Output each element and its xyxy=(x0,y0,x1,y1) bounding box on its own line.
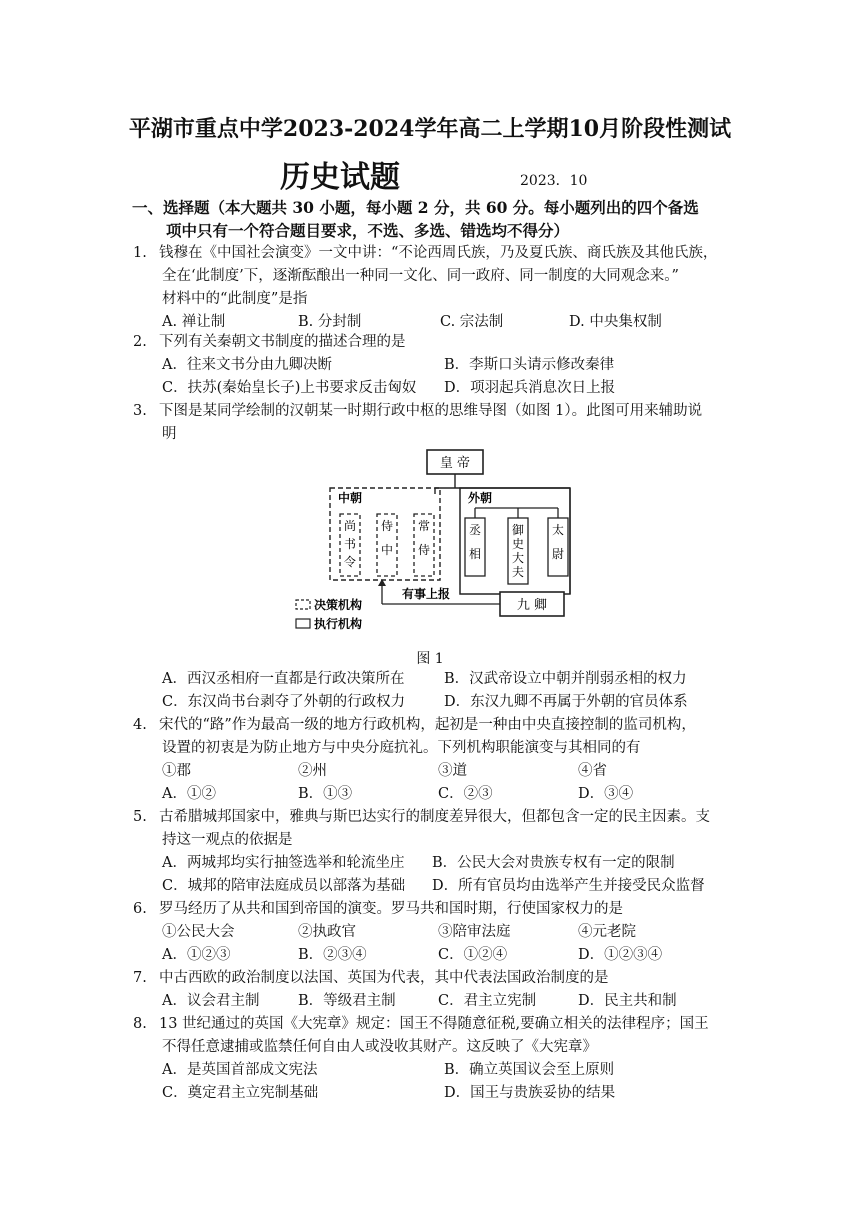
legend-dashed-swatch xyxy=(296,600,310,609)
option-a[interactable]: A. 禅让制 xyxy=(162,314,226,330)
options-row xyxy=(133,1059,743,1082)
options-row xyxy=(133,990,743,1013)
inner-court-label: 中朝 xyxy=(338,491,363,505)
question-text: 不得任意逮捕或监禁任何自由人或没收其财产。这反映了《大宪章》 xyxy=(162,1039,597,1055)
option-c[interactable]: C．②③ xyxy=(438,786,493,802)
options-row xyxy=(133,875,743,898)
item-4: ④省 xyxy=(578,763,607,779)
exam-date: 2023．10 xyxy=(520,173,588,189)
question-5 xyxy=(133,806,743,898)
option-a[interactable]: A．①②③ xyxy=(162,947,231,963)
option-b[interactable]: B．汉武帝设立中朝并削弱丞相的权力 xyxy=(444,671,687,687)
legend-solid-swatch xyxy=(296,619,310,628)
outer-label-yushidafu: 御史大夫 xyxy=(511,523,525,579)
question-text: 罗马经历了从共和国到帝国的演变。罗马共和国时期，行使国家权力的是 xyxy=(159,901,623,917)
question-2 xyxy=(133,331,743,400)
question-number: 1. xyxy=(133,245,147,261)
options-row xyxy=(133,944,743,967)
question-text: 中古西欧的政治制度以法国、英国为代表，其中代表法国政治制度的是 xyxy=(159,970,609,986)
option-a[interactable]: A．往来文书分由九卿决断 xyxy=(162,357,332,373)
item-3: ③道 xyxy=(438,763,467,779)
option-c[interactable]: C．①②④ xyxy=(438,947,508,963)
item-2: ②州 xyxy=(298,763,327,779)
question-6 xyxy=(133,898,743,967)
option-a[interactable]: A．①② xyxy=(162,786,216,802)
question-text: 古希腊城邦国家中，雅典与斯巴达实行的制度差异很大，但都包含一定的民主因素。支 xyxy=(159,809,710,825)
question-number: 8. xyxy=(133,1016,147,1032)
figure-caption: 图 1 xyxy=(416,651,444,667)
question-text: 下列有关秦朝文书制度的描述合理的是 xyxy=(159,334,406,350)
question-text: 宋代的“路”作为最高一级的地方行政机构，起初是一种由中央直接控制的监司机构， xyxy=(159,717,696,733)
question-4 xyxy=(133,714,743,806)
section-heading-line2: 项中只有一个符合题目要求，不选、多选、错选均不得分） xyxy=(166,221,570,240)
question-3 xyxy=(133,400,743,446)
option-d[interactable]: D．东汉九卿不再属于外朝的官员体系 xyxy=(444,694,688,710)
outer-label-chengxiang: 丞相 xyxy=(468,523,482,561)
item-1: ①公民大会 xyxy=(162,924,235,940)
question-text: 钱穆在《中国社会演变》一文中讲：“不论西周氏族，乃及夏氏族、商氏族及其他氏族， xyxy=(159,245,718,261)
option-d[interactable]: D．项羽起兵消息次日上报 xyxy=(444,380,616,396)
question-number: 3. xyxy=(133,403,147,419)
items-row xyxy=(133,921,743,944)
options-row xyxy=(133,1082,743,1105)
option-c[interactable]: C．奠定君主立宪制基础 xyxy=(162,1085,319,1101)
options-row xyxy=(133,377,743,400)
exam-title: 平湖市重点中学2023-2024学年高二上学期10月阶段性测试 xyxy=(128,116,732,142)
emperor-label: 皇 帝 xyxy=(439,456,471,471)
option-d[interactable]: D．民主共和制 xyxy=(578,993,677,1009)
item-4: ④元老院 xyxy=(578,924,636,940)
option-b[interactable]: B. 分封制 xyxy=(298,314,362,330)
items-row xyxy=(133,760,743,783)
option-d[interactable]: D．所有官员均由选举产生并接受民众监督 xyxy=(432,878,705,894)
inner-label-changshi: 常侍 xyxy=(417,519,431,557)
options-row xyxy=(133,852,743,875)
options-row xyxy=(133,668,743,691)
outer-label-taiwei: 太尉 xyxy=(551,523,565,561)
option-b[interactable]: B．等级君主制 xyxy=(298,993,396,1009)
question-text: 持这一观点的依据是 xyxy=(162,832,293,848)
question-number: 6. xyxy=(133,901,147,917)
option-d[interactable]: D．③④ xyxy=(578,786,634,802)
option-a[interactable]: A．议会君主制 xyxy=(162,993,260,1009)
section-heading-line1: 一、选择题（本大题共 30 小题，每小题 2 分，共 60 分。每小题列出的四个备选 xyxy=(132,198,699,217)
report-label: 有事上报 xyxy=(402,587,451,601)
question-text: 下图是某同学绘制的汉朝某一时期行政中枢的思维导图（如图 1）。此图可用来辅助说 xyxy=(159,403,703,419)
inner-label-shangshuling: 尚书令 xyxy=(343,519,357,569)
outer-court-label: 外朝 xyxy=(468,491,493,505)
options-row xyxy=(133,354,743,377)
option-c[interactable]: C．扶苏(秦始皇长子)上书要求反击匈奴 xyxy=(162,380,417,396)
item-3: ③陪审法庭 xyxy=(438,924,511,940)
option-d[interactable]: D．国王与贵族妥协的结果 xyxy=(444,1085,616,1101)
option-d[interactable]: D．①②③④ xyxy=(578,947,663,963)
question-text: 13 世纪通过的英国《大宪章》规定：国王不得随意征税,要确立相关的法律程序；国王 xyxy=(159,1016,709,1032)
option-c[interactable]: C．东汉尚书台剥夺了外朝的行政权力 xyxy=(162,694,406,710)
options-row xyxy=(133,783,743,806)
option-b[interactable]: B．确立英国议会至上原则 xyxy=(444,1062,615,1078)
option-a[interactable]: A．西汉丞相府一直都是行政决策所在 xyxy=(162,671,405,687)
item-1: ①郡 xyxy=(162,763,191,779)
question-number: 5. xyxy=(133,809,147,825)
item-2: ②执政官 xyxy=(298,924,356,940)
question-number: 2. xyxy=(133,334,147,350)
figure-1-diagram xyxy=(290,446,590,636)
option-d[interactable]: D. 中央集权制 xyxy=(569,314,662,330)
nine-ministers-label: 九 卿 xyxy=(516,598,548,613)
exam-subtitle: 历史试题 xyxy=(280,160,400,195)
options-row xyxy=(133,691,743,714)
question-text: 材料中的“此制度”是指 xyxy=(162,291,308,307)
legend-decision-label: 决策机构 xyxy=(314,598,363,612)
option-a[interactable]: A．是英国首部成文宪法 xyxy=(162,1062,318,1078)
option-a[interactable]: A．两城邦均实行抽签选举和轮流坐庄 xyxy=(162,855,405,871)
option-b[interactable]: B．李斯口头请示修改秦律 xyxy=(444,357,615,373)
question-1 xyxy=(133,242,743,334)
inner-label-shizhong: 侍中 xyxy=(380,519,394,557)
question-text: 明 xyxy=(162,426,177,442)
option-c[interactable]: C．城邦的陪审法庭成员以部落为基础 xyxy=(162,878,406,894)
option-c[interactable]: C．君主立宪制 xyxy=(438,993,537,1009)
option-b[interactable]: B．①③ xyxy=(298,786,353,802)
option-c[interactable]: C. 宗法制 xyxy=(440,314,504,330)
legend-execution-label: 执行机构 xyxy=(314,617,363,631)
question-number: 7. xyxy=(133,970,147,986)
question-7 xyxy=(133,967,743,1013)
option-b[interactable]: B．公民大会对贵族专权有一定的限制 xyxy=(432,855,675,871)
option-b[interactable]: B．②③④ xyxy=(298,947,367,963)
question-number: 4. xyxy=(133,717,147,733)
question-text: 设置的初衷是为防止地方与中央分庭抗礼。下列机构职能演变与其相同的有 xyxy=(162,740,641,756)
question-text: 全在‘此制度’下，逐渐酝酿出一种同一文化、同一政府、同一制度的大同观念来。” xyxy=(162,268,679,284)
section-heading xyxy=(132,196,742,242)
question-3-options xyxy=(133,668,743,714)
question-8 xyxy=(133,1013,743,1105)
